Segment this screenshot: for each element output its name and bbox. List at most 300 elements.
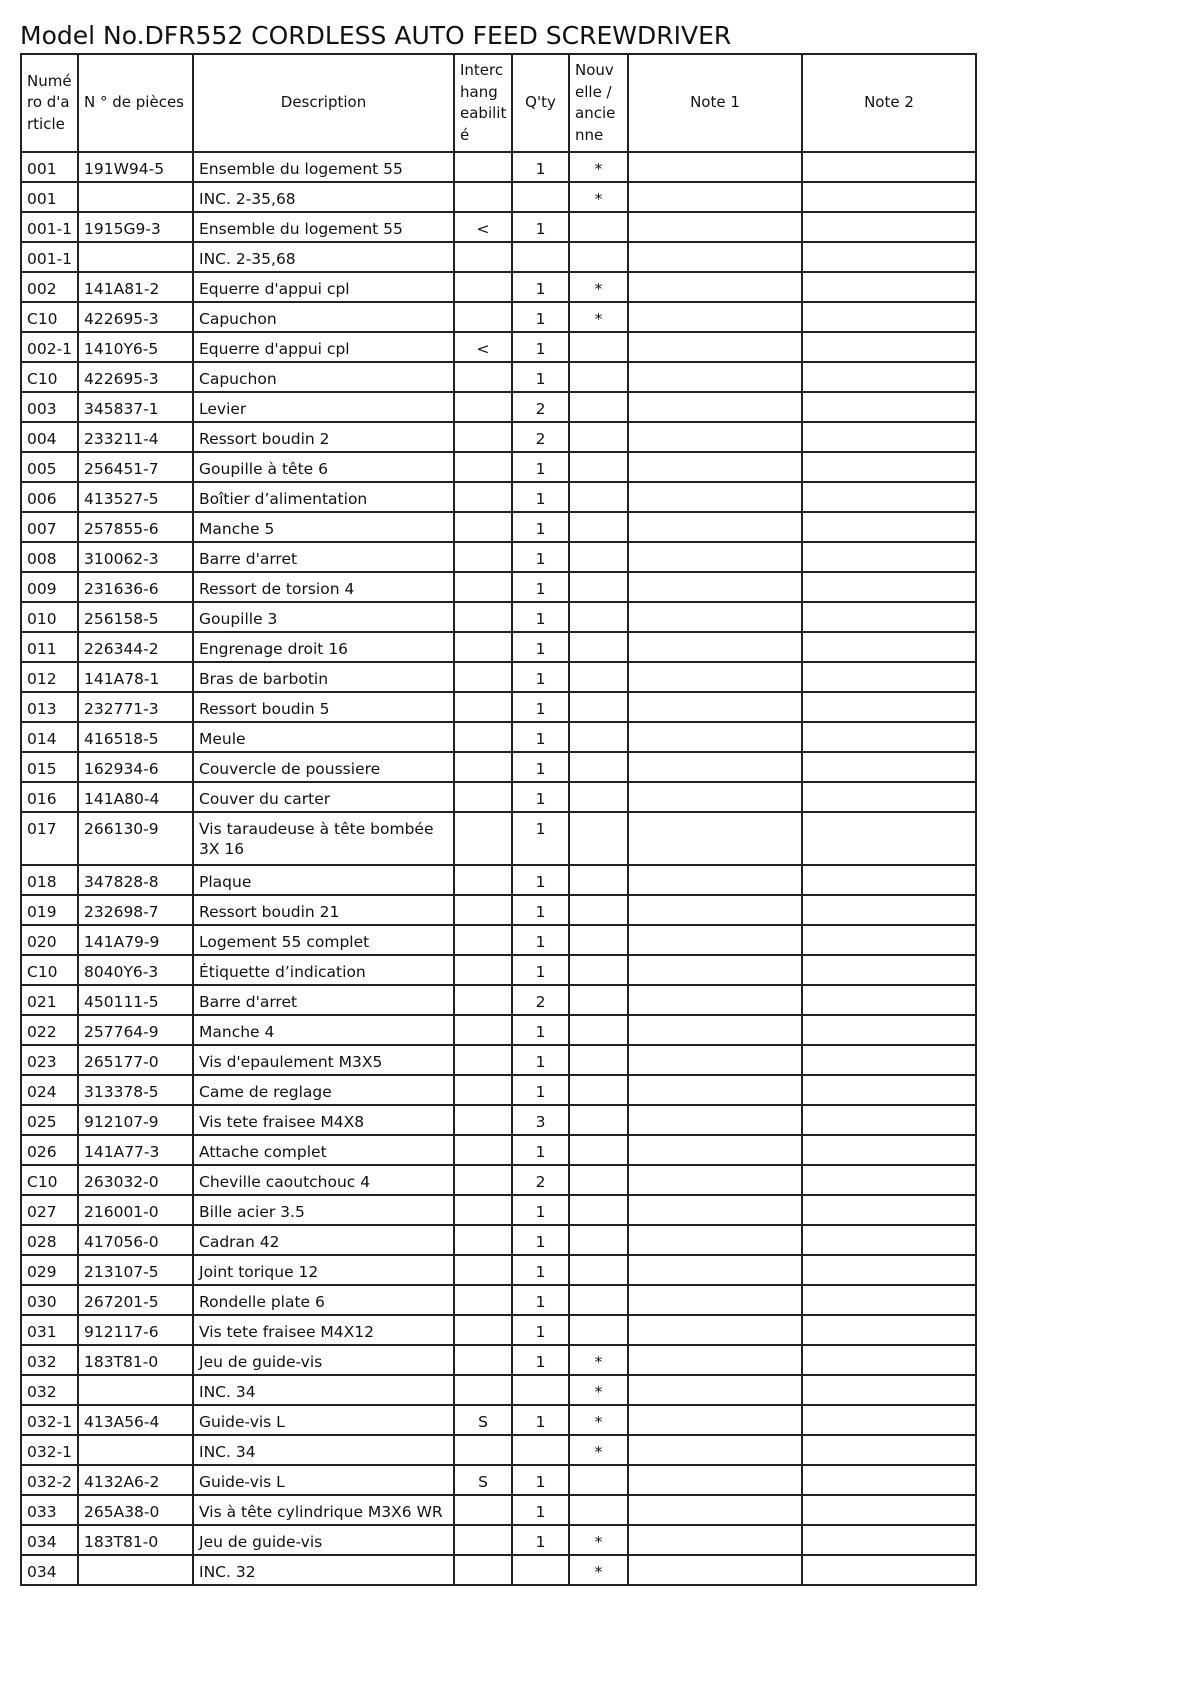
- cell-note-2: [802, 985, 976, 1015]
- cell-new-old: [569, 955, 628, 985]
- cell-part-number: [78, 1375, 193, 1405]
- cell-note-2: [802, 1105, 976, 1135]
- cell-interchangeability: [454, 152, 512, 182]
- table-row: [21, 1435, 976, 1465]
- cell-interchangeability: [454, 865, 512, 895]
- cell-note-1: [628, 422, 802, 452]
- cell-item-number: 002-1: [21, 332, 78, 362]
- cell-new-old: [569, 602, 628, 632]
- cell-note-1: [628, 242, 802, 272]
- cell-new-old: [569, 1105, 628, 1135]
- cell-quantity: 1: [512, 542, 569, 572]
- cell-note-2: [802, 482, 976, 512]
- cell-new-old: [569, 332, 628, 362]
- cell-item-number: 032: [21, 1375, 78, 1405]
- table-row: [21, 1045, 976, 1075]
- cell-note-2: [802, 302, 976, 332]
- cell-item-number: C10: [21, 955, 78, 985]
- cell-description: INC. 2-35,68: [193, 242, 454, 272]
- table-row: [21, 182, 976, 212]
- cell-description: Cadran 42: [193, 1225, 454, 1255]
- cell-note-1: [628, 1525, 802, 1555]
- cell-part-number: 417056-0: [78, 1225, 193, 1255]
- cell-description: Meule: [193, 722, 454, 752]
- cell-quantity: 1: [512, 1045, 569, 1075]
- cell-part-number: 1915G9-3: [78, 212, 193, 242]
- cell-interchangeability: [454, 602, 512, 632]
- cell-part-number: 233211-4: [78, 422, 193, 452]
- cell-quantity: [512, 242, 569, 272]
- cell-item-number: 023: [21, 1045, 78, 1075]
- cell-interchangeability: [454, 452, 512, 482]
- cell-part-number: 232698-7: [78, 895, 193, 925]
- table-row: [21, 812, 976, 865]
- cell-note-2: [802, 602, 976, 632]
- cell-note-1: [628, 572, 802, 602]
- cell-interchangeability: S: [454, 1405, 512, 1435]
- cell-item-number: 031: [21, 1315, 78, 1345]
- cell-new-old: [569, 392, 628, 422]
- cell-quantity: 1: [512, 722, 569, 752]
- cell-quantity: 1: [512, 1285, 569, 1315]
- table-row: [21, 1165, 976, 1195]
- cell-interchangeability: [454, 272, 512, 302]
- cell-part-number: 141A78-1: [78, 662, 193, 692]
- table-row: [21, 242, 976, 272]
- cell-quantity: 1: [512, 1405, 569, 1435]
- cell-note-1: [628, 452, 802, 482]
- header-new-old: Nouv elle / ancie nne: [569, 54, 628, 152]
- cell-item-number: 004: [21, 422, 78, 452]
- table-row: [21, 272, 976, 302]
- cell-new-old: [569, 512, 628, 542]
- cell-description: Ensemble du logement 55: [193, 152, 454, 182]
- cell-quantity: 1: [512, 152, 569, 182]
- cell-new-old: *: [569, 1555, 628, 1585]
- cell-description: Vis d'epaulement M3X5: [193, 1045, 454, 1075]
- table-row: [21, 865, 976, 895]
- table-row: [21, 1525, 976, 1555]
- cell-note-2: [802, 332, 976, 362]
- table-row: [21, 1285, 976, 1315]
- cell-item-number: 006: [21, 482, 78, 512]
- table-row: [21, 1135, 976, 1165]
- cell-note-1: [628, 392, 802, 422]
- table-row: [21, 722, 976, 752]
- cell-note-1: [628, 1285, 802, 1315]
- page-title: Model No.DFR552 CORDLESS AUTO FEED SCREWDRIVER: [20, 21, 732, 50]
- cell-note-1: [628, 925, 802, 955]
- cell-item-number: 032-1: [21, 1435, 78, 1465]
- cell-new-old: [569, 1495, 628, 1525]
- cell-quantity: 2: [512, 1165, 569, 1195]
- cell-new-old: [569, 1465, 628, 1495]
- cell-note-2: [802, 1435, 976, 1465]
- cell-description: Manche 4: [193, 1015, 454, 1045]
- cell-item-number: 010: [21, 602, 78, 632]
- cell-interchangeability: [454, 1555, 512, 1585]
- cell-part-number: 216001-0: [78, 1195, 193, 1225]
- cell-new-old: *: [569, 1345, 628, 1375]
- cell-interchangeability: S: [454, 1465, 512, 1495]
- cell-note-2: [802, 752, 976, 782]
- cell-part-number: 912107-9: [78, 1105, 193, 1135]
- cell-part-number: 4132A6-2: [78, 1465, 193, 1495]
- table-row: [21, 1345, 976, 1375]
- cell-quantity: [512, 1435, 569, 1465]
- cell-quantity: 1: [512, 1135, 569, 1165]
- cell-item-number: 028: [21, 1225, 78, 1255]
- cell-item-number: 018: [21, 865, 78, 895]
- cell-interchangeability: [454, 482, 512, 512]
- cell-interchangeability: [454, 1255, 512, 1285]
- cell-new-old: [569, 1195, 628, 1225]
- cell-description: Vis tete fraisee M4X8: [193, 1105, 454, 1135]
- cell-part-number: 267201-5: [78, 1285, 193, 1315]
- cell-interchangeability: [454, 752, 512, 782]
- cell-description: Jeu de guide-vis: [193, 1345, 454, 1375]
- cell-interchangeability: [454, 782, 512, 812]
- cell-part-number: 183T81-0: [78, 1345, 193, 1375]
- cell-part-number: 413527-5: [78, 482, 193, 512]
- cell-note-1: [628, 895, 802, 925]
- cell-quantity: 1: [512, 452, 569, 482]
- table-row: [21, 1105, 976, 1135]
- cell-quantity: 1: [512, 752, 569, 782]
- cell-description: Ressort boudin 2: [193, 422, 454, 452]
- cell-item-number: 034: [21, 1525, 78, 1555]
- cell-note-2: [802, 1045, 976, 1075]
- cell-new-old: *: [569, 302, 628, 332]
- cell-note-1: [628, 632, 802, 662]
- cell-part-number: 266130-9: [78, 812, 193, 865]
- cell-quantity: 1: [512, 1465, 569, 1495]
- cell-quantity: 1: [512, 1345, 569, 1375]
- cell-quantity: 1: [512, 272, 569, 302]
- cell-new-old: [569, 1135, 628, 1165]
- cell-item-number: 001: [21, 152, 78, 182]
- table-row: [21, 542, 976, 572]
- cell-note-2: [802, 242, 976, 272]
- cell-new-old: [569, 1045, 628, 1075]
- cell-note-1: [628, 662, 802, 692]
- cell-quantity: 2: [512, 392, 569, 422]
- cell-part-number: 347828-8: [78, 865, 193, 895]
- header-part-number: N ° de pièces: [78, 54, 193, 152]
- cell-item-number: 008: [21, 542, 78, 572]
- table-row: [21, 572, 976, 602]
- cell-note-1: [628, 1135, 802, 1165]
- cell-interchangeability: [454, 1315, 512, 1345]
- cell-quantity: 2: [512, 422, 569, 452]
- cell-description: Logement 55 complet: [193, 925, 454, 955]
- cell-note-2: [802, 542, 976, 572]
- cell-new-old: [569, 925, 628, 955]
- cell-note-1: [628, 152, 802, 182]
- table-row: [21, 925, 976, 955]
- cell-quantity: 1: [512, 572, 569, 602]
- cell-note-1: [628, 512, 802, 542]
- cell-interchangeability: [454, 1135, 512, 1165]
- cell-note-2: [802, 1345, 976, 1375]
- cell-note-2: [802, 1015, 976, 1045]
- cell-note-1: [628, 722, 802, 752]
- cell-note-2: [802, 865, 976, 895]
- cell-note-2: [802, 452, 976, 482]
- table-row: [21, 1555, 976, 1585]
- cell-note-1: [628, 692, 802, 722]
- cell-quantity: 3: [512, 1105, 569, 1135]
- cell-description: Capuchon: [193, 362, 454, 392]
- cell-part-number: 413A56-4: [78, 1405, 193, 1435]
- cell-description: Guide-vis L: [193, 1405, 454, 1435]
- table-row: [21, 1495, 976, 1525]
- cell-part-number: 265A38-0: [78, 1495, 193, 1525]
- cell-item-number: 030: [21, 1285, 78, 1315]
- cell-item-number: 032: [21, 1345, 78, 1375]
- cell-interchangeability: [454, 1375, 512, 1405]
- cell-note-1: [628, 1375, 802, 1405]
- table-row: [21, 1405, 976, 1435]
- cell-new-old: [569, 1285, 628, 1315]
- cell-new-old: [569, 542, 628, 572]
- cell-quantity: 1: [512, 212, 569, 242]
- header-note-1: Note 1: [628, 54, 802, 152]
- cell-new-old: [569, 1315, 628, 1345]
- cell-interchangeability: [454, 1105, 512, 1135]
- table-row: [21, 662, 976, 692]
- cell-note-1: [628, 542, 802, 572]
- table-row: [21, 1195, 976, 1225]
- cell-note-1: [628, 1465, 802, 1495]
- cell-note-2: [802, 422, 976, 452]
- table-body: [21, 152, 976, 1585]
- table-row: [21, 1375, 976, 1405]
- cell-new-old: [569, 895, 628, 925]
- cell-quantity: 1: [512, 1255, 569, 1285]
- cell-interchangeability: [454, 422, 512, 452]
- header-item-number: Numé ro d'a rticle: [21, 54, 78, 152]
- cell-part-number: 141A81-2: [78, 272, 193, 302]
- cell-quantity: 1: [512, 302, 569, 332]
- cell-part-number: 422695-3: [78, 362, 193, 392]
- cell-new-old: [569, 812, 628, 865]
- cell-part-number: 422695-3: [78, 302, 193, 332]
- cell-item-number: 017: [21, 812, 78, 865]
- cell-note-1: [628, 1555, 802, 1585]
- cell-new-old: *: [569, 152, 628, 182]
- cell-description: Ensemble du logement 55: [193, 212, 454, 242]
- cell-quantity: 1: [512, 512, 569, 542]
- cell-description: Bille acier 3.5: [193, 1195, 454, 1225]
- cell-description: Equerre d'appui cpl: [193, 332, 454, 362]
- cell-quantity: 1: [512, 782, 569, 812]
- cell-note-1: [628, 332, 802, 362]
- cell-interchangeability: [454, 955, 512, 985]
- cell-interchangeability: [454, 925, 512, 955]
- cell-description: Goupille à tête 6: [193, 452, 454, 482]
- cell-interchangeability: [454, 1195, 512, 1225]
- cell-description: Jeu de guide-vis: [193, 1525, 454, 1555]
- cell-item-number: 032-2: [21, 1465, 78, 1495]
- cell-note-1: [628, 362, 802, 392]
- cell-description: Couver du carter: [193, 782, 454, 812]
- cell-part-number: 191W94-5: [78, 152, 193, 182]
- table-row: [21, 1315, 976, 1345]
- cell-item-number: 025: [21, 1105, 78, 1135]
- table-row: [21, 632, 976, 662]
- cell-note-1: [628, 272, 802, 302]
- table-row: [21, 782, 976, 812]
- cell-new-old: [569, 632, 628, 662]
- cell-interchangeability: [454, 1345, 512, 1375]
- cell-interchangeability: [454, 1045, 512, 1075]
- cell-part-number: 1410Y6-5: [78, 332, 193, 362]
- cell-description: Couvercle de poussiere: [193, 752, 454, 782]
- cell-item-number: 001-1: [21, 242, 78, 272]
- cell-item-number: C10: [21, 1165, 78, 1195]
- cell-quantity: 1: [512, 865, 569, 895]
- cell-quantity: 1: [512, 895, 569, 925]
- cell-note-2: [802, 722, 976, 752]
- cell-new-old: *: [569, 1435, 628, 1465]
- cell-interchangeability: [454, 182, 512, 212]
- cell-note-2: [802, 362, 976, 392]
- cell-part-number: 232771-3: [78, 692, 193, 722]
- cell-note-1: [628, 302, 802, 332]
- cell-item-number: 019: [21, 895, 78, 925]
- cell-note-2: [802, 1555, 976, 1585]
- cell-note-1: [628, 1075, 802, 1105]
- cell-new-old: [569, 1075, 628, 1105]
- cell-note-1: [628, 482, 802, 512]
- cell-item-number: 029: [21, 1255, 78, 1285]
- cell-part-number: 345837-1: [78, 392, 193, 422]
- cell-description: Came de reglage: [193, 1075, 454, 1105]
- cell-description: Attache complet: [193, 1135, 454, 1165]
- cell-part-number: 416518-5: [78, 722, 193, 752]
- cell-note-2: [802, 782, 976, 812]
- parts-table: [20, 53, 977, 1586]
- cell-note-1: [628, 1345, 802, 1375]
- cell-note-1: [628, 865, 802, 895]
- cell-note-1: [628, 1255, 802, 1285]
- cell-note-1: [628, 1315, 802, 1345]
- table-row: [21, 602, 976, 632]
- cell-part-number: 231636-6: [78, 572, 193, 602]
- cell-note-2: [802, 1195, 976, 1225]
- cell-description: Joint torique 12: [193, 1255, 454, 1285]
- header-quantity: Q'ty: [512, 54, 569, 152]
- cell-new-old: *: [569, 1525, 628, 1555]
- cell-quantity: 1: [512, 1015, 569, 1045]
- cell-quantity: 1: [512, 1525, 569, 1555]
- cell-part-number: 263032-0: [78, 1165, 193, 1195]
- cell-item-number: 009: [21, 572, 78, 602]
- cell-note-2: [802, 1495, 976, 1525]
- cell-item-number: 013: [21, 692, 78, 722]
- cell-interchangeability: [454, 1495, 512, 1525]
- cell-quantity: [512, 1375, 569, 1405]
- cell-item-number: 032-1: [21, 1405, 78, 1435]
- cell-description: Boîtier d’alimentation: [193, 482, 454, 512]
- cell-item-number: 007: [21, 512, 78, 542]
- cell-interchangeability: [454, 302, 512, 332]
- cell-quantity: 1: [512, 812, 569, 865]
- table-row: [21, 302, 976, 332]
- cell-interchangeability: [454, 812, 512, 865]
- cell-quantity: 1: [512, 955, 569, 985]
- cell-note-1: [628, 812, 802, 865]
- table-row: [21, 1015, 976, 1045]
- cell-note-2: [802, 182, 976, 212]
- cell-new-old: [569, 242, 628, 272]
- cell-note-2: [802, 925, 976, 955]
- cell-part-number: [78, 182, 193, 212]
- cell-item-number: 027: [21, 1195, 78, 1225]
- cell-note-2: [802, 662, 976, 692]
- cell-part-number: 450111-5: [78, 985, 193, 1015]
- table-row: [21, 362, 976, 392]
- cell-quantity: [512, 1555, 569, 1585]
- cell-quantity: 1: [512, 332, 569, 362]
- cell-note-2: [802, 1225, 976, 1255]
- cell-part-number: 265177-0: [78, 1045, 193, 1075]
- cell-new-old: [569, 1225, 628, 1255]
- cell-item-number: C10: [21, 302, 78, 332]
- cell-item-number: 020: [21, 925, 78, 955]
- cell-note-2: [802, 572, 976, 602]
- cell-description: Guide-vis L: [193, 1465, 454, 1495]
- cell-interchangeability: [454, 1435, 512, 1465]
- cell-quantity: 1: [512, 1315, 569, 1345]
- cell-part-number: [78, 1435, 193, 1465]
- table-row: [21, 752, 976, 782]
- cell-quantity: 1: [512, 1195, 569, 1225]
- cell-note-2: [802, 895, 976, 925]
- cell-interchangeability: <: [454, 332, 512, 362]
- cell-part-number: 141A79-9: [78, 925, 193, 955]
- cell-description: Levier: [193, 392, 454, 422]
- cell-description: Ressort boudin 5: [193, 692, 454, 722]
- cell-note-2: [802, 1285, 976, 1315]
- cell-quantity: 1: [512, 662, 569, 692]
- cell-item-number: 012: [21, 662, 78, 692]
- cell-new-old: [569, 1015, 628, 1045]
- cell-description: INC. 2-35,68: [193, 182, 454, 212]
- cell-note-1: [628, 1225, 802, 1255]
- cell-note-2: [802, 1165, 976, 1195]
- cell-description: Capuchon: [193, 302, 454, 332]
- cell-note-2: [802, 1525, 976, 1555]
- cell-item-number: 026: [21, 1135, 78, 1165]
- cell-new-old: [569, 722, 628, 752]
- cell-description: Étiquette d’indication: [193, 955, 454, 985]
- cell-item-number: 001: [21, 182, 78, 212]
- cell-note-2: [802, 512, 976, 542]
- cell-part-number: 141A80-4: [78, 782, 193, 812]
- table-row: [21, 1225, 976, 1255]
- cell-interchangeability: [454, 632, 512, 662]
- cell-note-2: [802, 1315, 976, 1345]
- table-row: [21, 422, 976, 452]
- cell-description: Manche 5: [193, 512, 454, 542]
- table-row: [21, 692, 976, 722]
- cell-quantity: [512, 182, 569, 212]
- cell-interchangeability: [454, 1285, 512, 1315]
- table-row: [21, 1255, 976, 1285]
- cell-new-old: [569, 362, 628, 392]
